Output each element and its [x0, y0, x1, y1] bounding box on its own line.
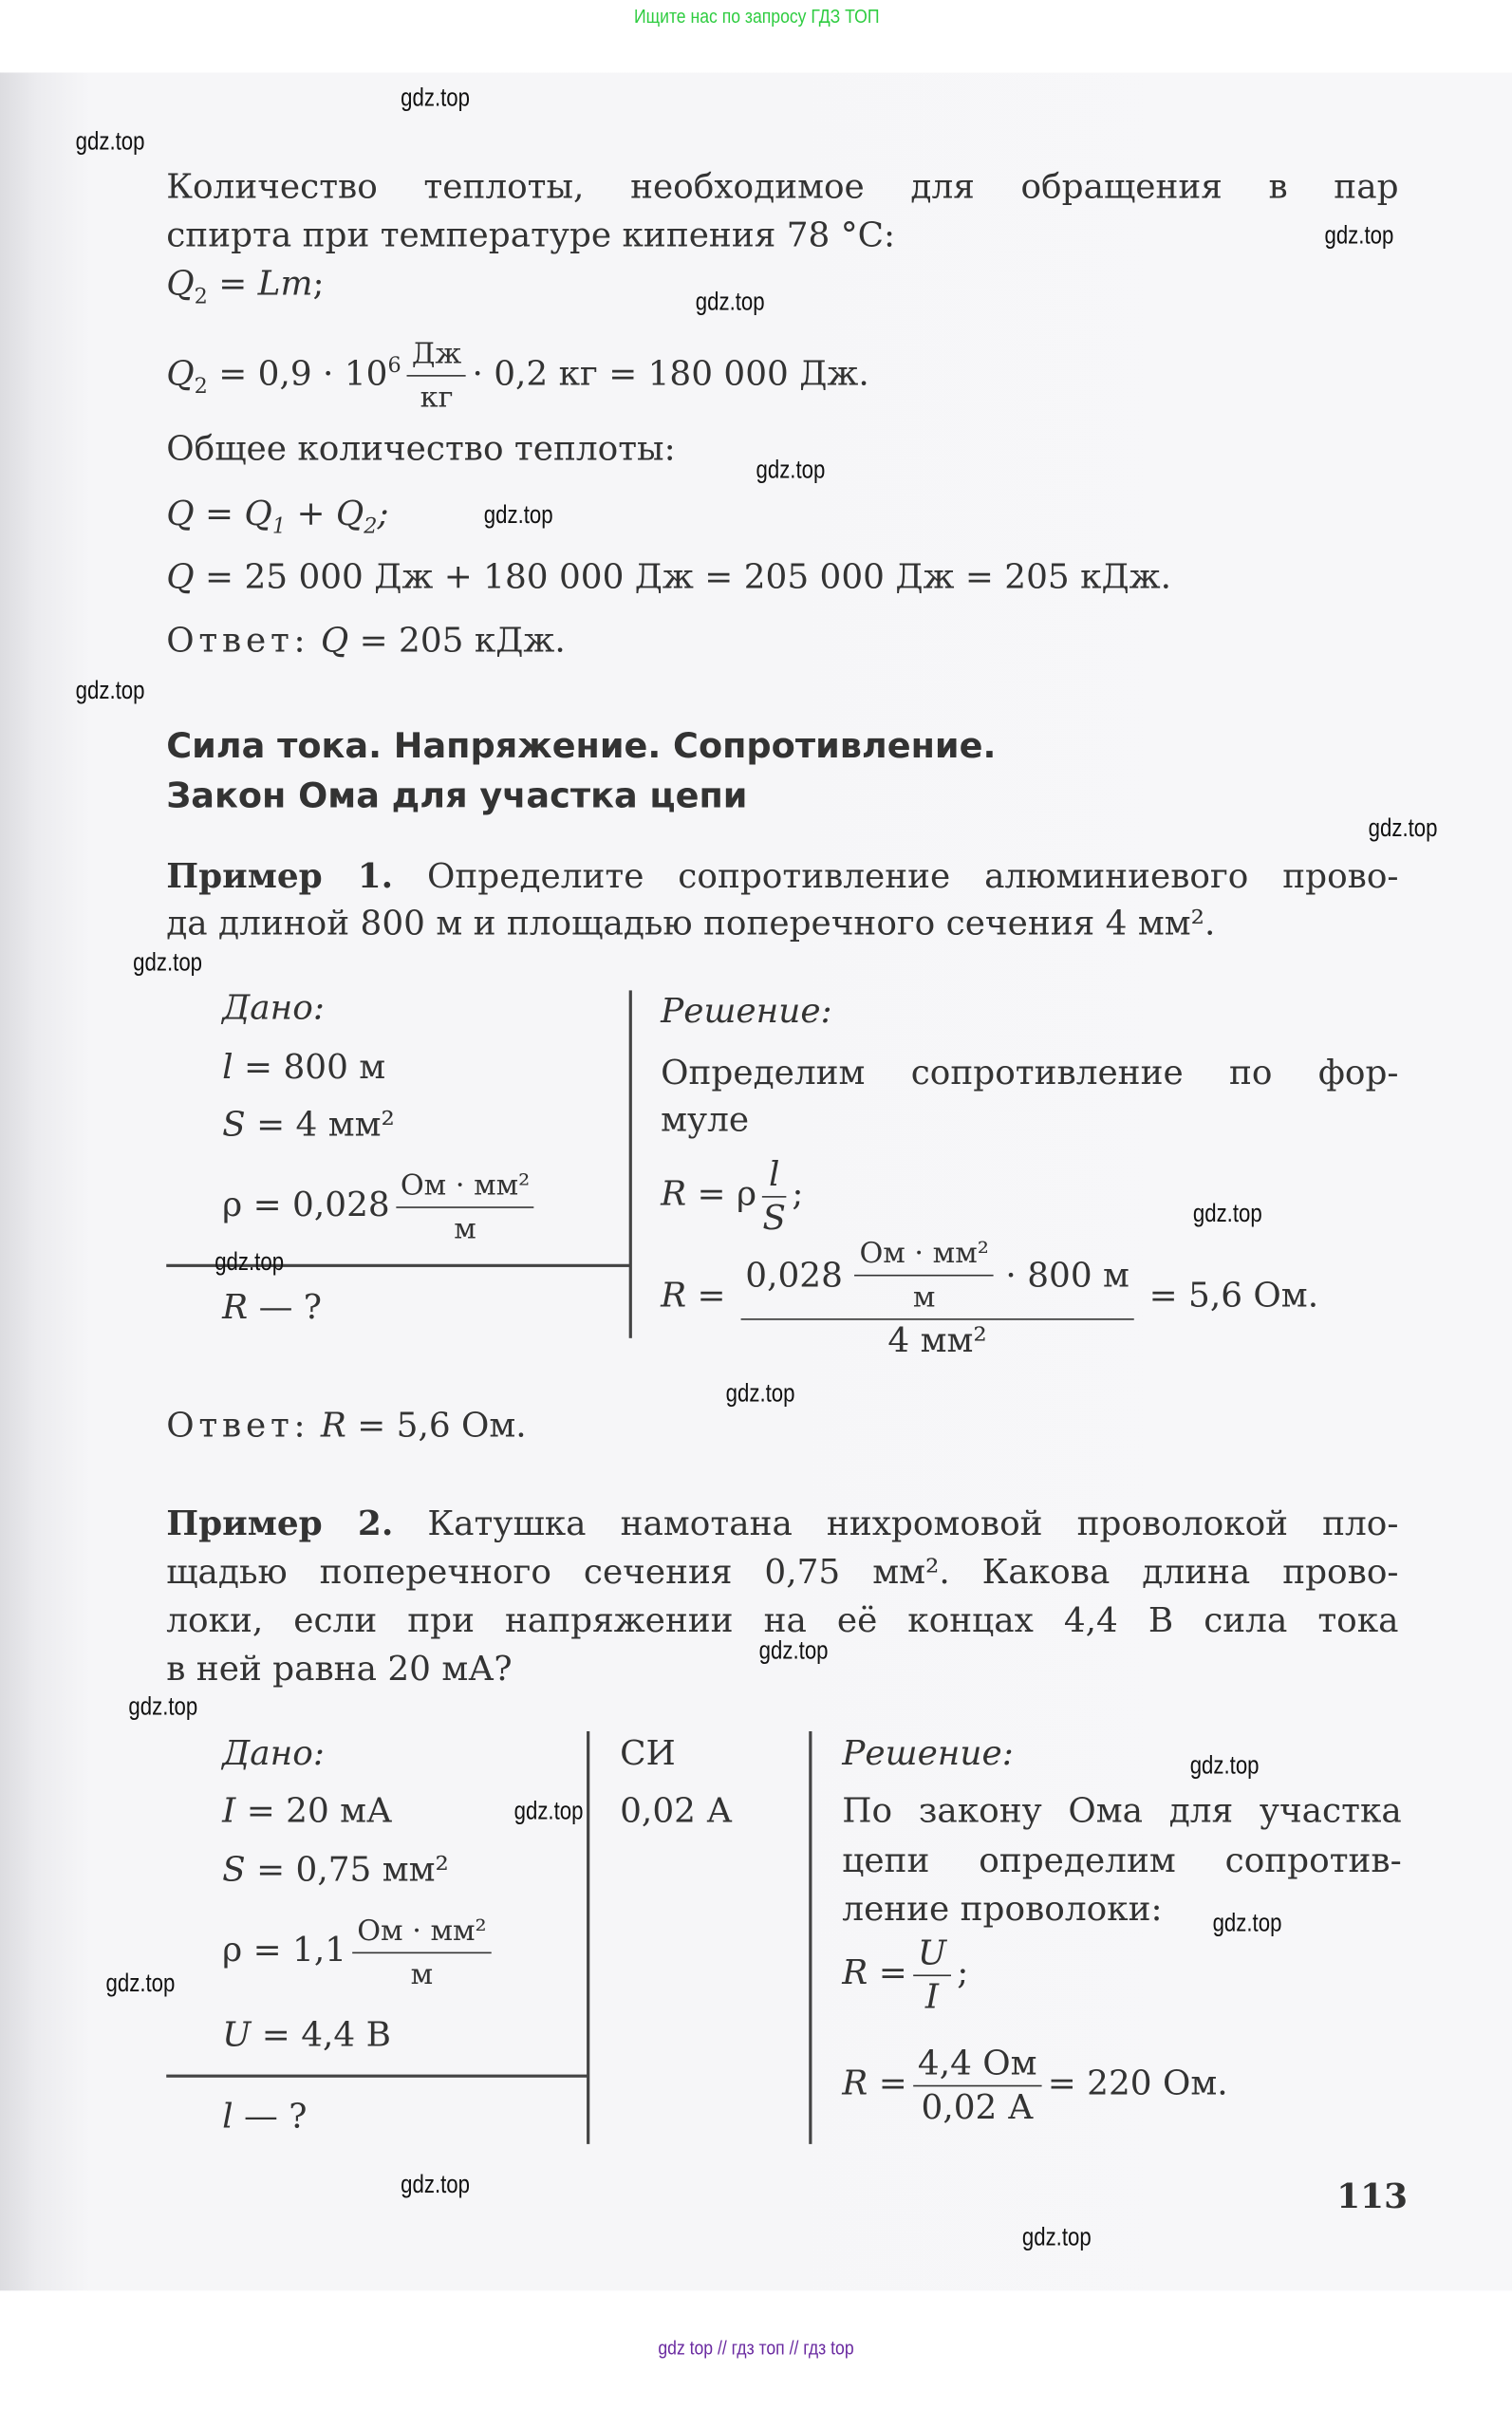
divider	[629, 990, 631, 1337]
watermark: gdz.top	[401, 2169, 470, 2199]
watermark: gdz.top	[401, 83, 470, 112]
formula-r-ui: R = $\frac{U}{I}$ ;	[842, 1933, 969, 2017]
footer-links[interactable]: gdz top // гдз топ // гдз top	[658, 2336, 854, 2360]
watermark: gdz.top	[758, 1635, 829, 1665]
calc-r-2: R = $\frac{4,4 Ом}{0,02 А}$ = 220 Ом.	[842, 2043, 1228, 2127]
example-1-text: Пример 1. Определите сопротивление алюминиевого прово-	[166, 857, 1399, 897]
given-resistivity: ρ = 0,028 $\frac{\text{Ом · мм²}}{м}$	[222, 1160, 540, 1251]
solution-label: Решение:	[661, 992, 832, 1032]
given-area: S = 4 мм²	[222, 1105, 395, 1145]
given-resistivity: ρ = 1,1 $\frac{\text{Ом · мм²}}{м}$	[222, 1905, 497, 1996]
given-current: I = 20 мА	[222, 1791, 393, 1832]
example-1-text: да длиной 800 м и площадью поперечного сечения 4 мм².	[166, 904, 1216, 944]
example-2-text: локи, если при напряжении на её концах 4,4 В сила тока	[166, 1600, 1399, 1641]
calc-r: R = 0,028 $\frac{\text{Ом · мм²}}{м}$ · 800 м 4 мм² = 5,6 Ом.	[661, 1232, 1318, 1362]
given-area: S = 0,75 мм²	[222, 1850, 449, 1891]
watermark: gdz.top	[215, 1247, 285, 1277]
paragraph-line: Количество теплоты, необходимое для обращения в пар	[166, 167, 1399, 208]
watermark: gdz.top	[483, 500, 553, 530]
watermark: gdz.top	[1212, 1908, 1282, 1937]
watermark: gdz.top	[725, 1378, 795, 1409]
watermark: gdz.top	[1324, 220, 1394, 250]
solution-label: Решение:	[842, 1734, 1014, 1774]
solution-text: По закону Ома для участка	[842, 1791, 1402, 1832]
watermark: gdz.top	[1192, 1199, 1262, 1228]
footer-bar	[0, 2290, 1512, 2408]
paragraph-line: спирта при температуре кипения 78 °C:	[166, 215, 896, 256]
watermark: gdz.top	[1368, 813, 1438, 843]
si-current: 0,02 А	[620, 1791, 733, 1832]
example-2-text: Пример 2. Катушка намотана нихромовой проволокой пло-	[166, 1504, 1399, 1544]
watermark: gdz.top	[756, 455, 826, 484]
find-l: l — ?	[222, 2097, 308, 2137]
divider	[166, 2075, 588, 2077]
example-2-text: в ней равна 20 мА?	[166, 1649, 513, 1690]
equation-q2-value: $Q_2 = 0,9 \cdot 10^6$ $\frac{Дж}{кг}$ · 0,2 кг = 180 000 Дж.	[166, 321, 869, 433]
watermark: gdz.top	[128, 1691, 198, 1721]
page-number: 113	[1336, 2176, 1409, 2217]
given-label: Дано:	[222, 1734, 325, 1774]
formula-r: R = ρ $\frac{l}{S}$ ;	[661, 1154, 804, 1238]
answer-1: Ответ: Q = 205 кДж.	[166, 621, 566, 662]
equation-q2: $Q_2 = Lm$;	[166, 264, 325, 309]
solution-text: муле	[661, 1100, 750, 1141]
watermark: gdz.top	[1021, 2222, 1092, 2251]
watermark: gdz.top	[105, 1969, 176, 1998]
section-heading: Сила тока. Напряжение. Сопротивление.	[166, 727, 997, 767]
given-length: l = 800 м	[222, 1047, 386, 1088]
answer-ex1: Ответ: R = 5,6 Ом.	[166, 1406, 527, 1446]
watermark: gdz.top	[513, 1796, 584, 1825]
solution-text: цепи определим сопротив-	[842, 1841, 1402, 1881]
paragraph-line: Общее количество теплоты:	[166, 429, 676, 469]
solution-text: Определим сопротивление по фор-	[661, 1054, 1399, 1093]
watermark: gdz.top	[695, 287, 765, 316]
watermark: gdz.top	[75, 676, 145, 705]
find-r: R — ?	[222, 1288, 323, 1328]
top-banner	[0, 0, 1512, 72]
watermark: gdz.top	[1189, 1750, 1260, 1780]
watermark: gdz.top	[133, 947, 203, 978]
banner-text[interactable]: Ищите нас по запросу ГДЗ ТОП	[633, 4, 879, 28]
section-heading: Закон Ома для участка цепи	[166, 776, 748, 817]
equation-sum: $Q = Q_1 + Q_2$;	[166, 494, 389, 539]
watermark: gdz.top	[75, 126, 145, 157]
given-voltage: U = 4,4 В	[222, 2015, 391, 2055]
divider	[587, 1731, 588, 2144]
si-label: СИ	[620, 1734, 676, 1774]
example-2-text: щадью поперечного сечения 0,75 мм². Какова длина прово-	[166, 1553, 1399, 1593]
given-label: Дано:	[222, 988, 325, 1029]
equation-total: Q = 25 000 Дж + 180 000 Дж = 205 000 Дж = 205 кДж.	[166, 557, 1171, 598]
solution-text: ление проволоки:	[842, 1890, 1163, 1930]
divider	[809, 1731, 811, 2144]
